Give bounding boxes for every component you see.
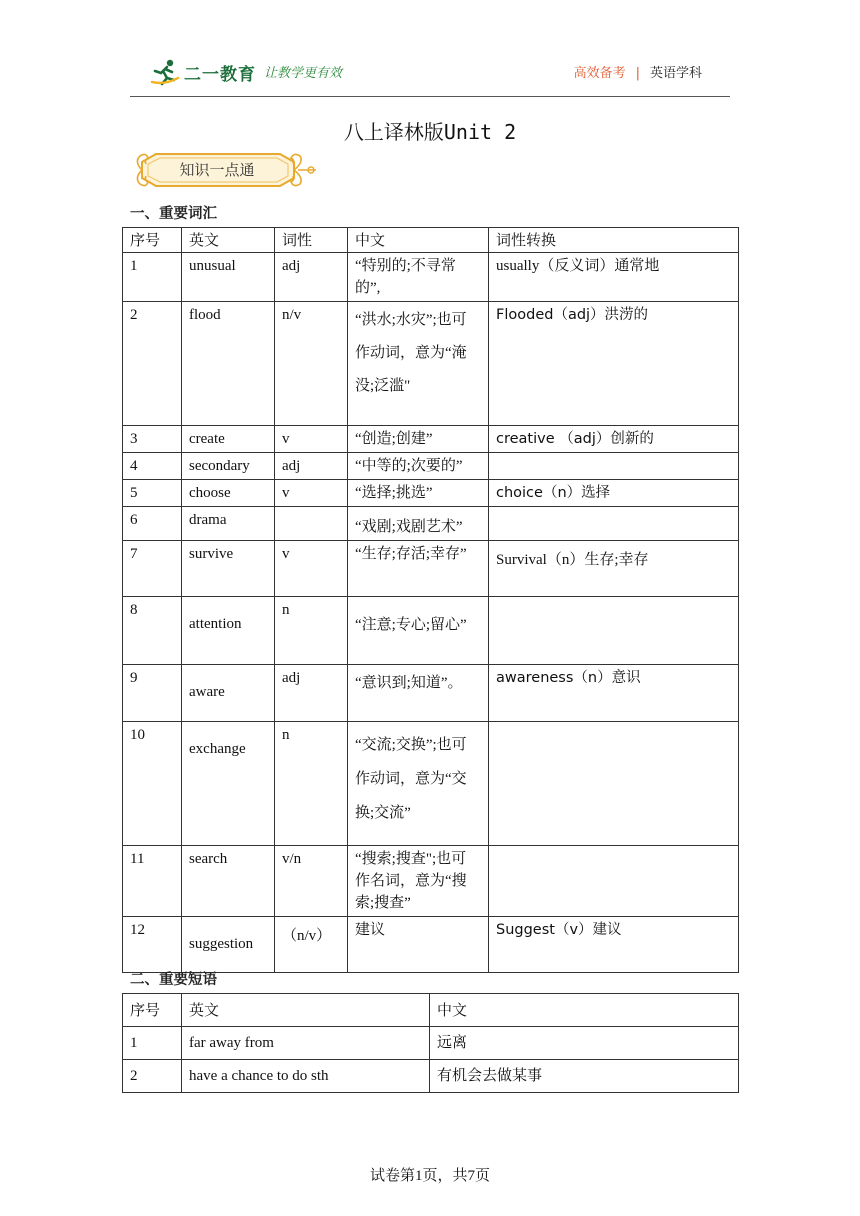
cell-number: 1 <box>123 1027 182 1060</box>
col-header-english: 英文 <box>182 228 275 253</box>
table-row <box>123 453 739 480</box>
cell-pos: v <box>275 541 348 597</box>
cell-pos: adj <box>275 253 348 302</box>
cell-conversion: awareness（n）意识 <box>489 665 739 722</box>
cell-number: 8 <box>123 597 182 665</box>
cell-pos: adj <box>275 665 348 722</box>
page-header <box>130 52 730 97</box>
cell-chinese: 建议 <box>348 917 489 973</box>
banner-label: 知识一点通 <box>179 161 255 179</box>
document-title: 八上译林版Unit 2 <box>343 120 517 144</box>
cell-pos: n <box>275 597 348 665</box>
cell-english: aware <box>182 665 275 722</box>
col-header-number: 序号 <box>123 228 182 253</box>
vocab-section-heading: 一、重要词汇 <box>130 206 217 222</box>
table-row <box>123 1060 739 1093</box>
cell-chinese: “注意;专心;留心” <box>348 597 489 665</box>
col-header-chinese: 中文 <box>348 228 489 253</box>
table-row <box>123 507 739 541</box>
cell-conversion: Survival（n）生存;幸存 <box>489 541 739 597</box>
cell-pos: v <box>275 426 348 453</box>
cell-chinese: “选择;挑选” <box>348 480 489 507</box>
cell-number: 1 <box>123 253 182 302</box>
header-subject: 英语学科 <box>649 66 702 81</box>
section-banner <box>130 150 322 190</box>
cell-english: flood <box>182 302 275 426</box>
cell-number: 7 <box>123 541 182 597</box>
cell-number: 12 <box>123 917 182 973</box>
table-row <box>123 846 739 917</box>
cell-number: 3 <box>123 426 182 453</box>
cell-chinese: “生存;存活;幸存” <box>348 541 489 597</box>
table-row <box>123 480 739 507</box>
cell-english: create <box>182 426 275 453</box>
header-right <box>574 62 702 81</box>
cell-number: 10 <box>123 722 182 846</box>
cell-pos: adj <box>275 453 348 480</box>
cell-english: unusual <box>182 253 275 302</box>
header-separator: | <box>635 66 640 81</box>
cell-conversion: creative （adj）创新的 <box>489 426 739 453</box>
cell-pos: （n/v） <box>275 917 348 973</box>
cell-number: 6 <box>123 507 182 541</box>
cell-conversion <box>489 507 739 541</box>
table-row <box>123 665 739 722</box>
col-header-english: 英文 <box>182 994 430 1027</box>
cell-chinese: “搜索;搜查";也可作名词，意为“搜索;搜查” <box>348 846 489 917</box>
cell-chinese: 远离 <box>430 1027 739 1060</box>
cell-pos: n <box>275 722 348 846</box>
cell-english: far away from <box>182 1027 430 1060</box>
cell-number: 4 <box>123 453 182 480</box>
cell-chinese: “戏剧;戏剧艺术” <box>348 507 489 541</box>
running-figure-icon <box>150 58 180 86</box>
table-row <box>123 541 739 597</box>
cell-english: survive <box>182 541 275 597</box>
col-header-chinese: 中文 <box>430 994 739 1027</box>
cell-pos: v/n <box>275 846 348 917</box>
cell-conversion: Suggest（v）建议 <box>489 917 739 973</box>
cell-pos <box>275 507 348 541</box>
table-row <box>123 722 739 846</box>
page-footer: 试卷第1页，共7页 <box>369 1168 490 1184</box>
cell-english: secondary <box>182 453 275 480</box>
table-row <box>123 253 739 302</box>
col-header-pos: 词性 <box>275 228 348 253</box>
vocabulary-table <box>122 227 739 973</box>
cell-english: suggestion <box>182 917 275 973</box>
cell-number: 2 <box>123 302 182 426</box>
cell-conversion <box>489 597 739 665</box>
col-header-conversion: 词性转换 <box>489 228 739 253</box>
cell-conversion: Flooded（adj）洪涝的 <box>489 302 739 426</box>
logo-text: 二一教育 <box>184 64 256 85</box>
cell-conversion <box>489 722 739 846</box>
header-tag: 高效备考 <box>573 66 626 81</box>
cell-chinese: “意识到;知道”。 <box>348 665 489 722</box>
phrase-section-heading: 二、重要短语 <box>130 972 217 988</box>
cell-english: drama <box>182 507 275 541</box>
cell-english: choose <box>182 480 275 507</box>
cell-conversion: usually（反义词）通常地 <box>489 253 739 302</box>
col-header-number: 序号 <box>123 994 182 1027</box>
cell-chinese: “创造;创建” <box>348 426 489 453</box>
cell-chinese: “洪水;水灾”;也可作动词，意为“淹没;泛滥" <box>348 302 489 426</box>
cell-conversion <box>489 846 739 917</box>
cell-pos: n/v <box>275 302 348 426</box>
cell-conversion: choice（n）选择 <box>489 480 739 507</box>
cell-number: 9 <box>123 665 182 722</box>
table-row <box>123 302 739 426</box>
table-row <box>123 917 739 973</box>
cell-english: search <box>182 846 275 917</box>
table-row <box>123 426 739 453</box>
table-row <box>123 1027 739 1060</box>
cell-number: 2 <box>123 1060 182 1093</box>
slogan: 让教学更有效 <box>264 66 343 81</box>
table-header-row <box>123 228 739 253</box>
cell-chinese: “特别的;不寻常的”, <box>348 253 489 302</box>
cell-english: exchange <box>182 722 275 846</box>
table-header-row <box>123 994 739 1027</box>
cell-english: attention <box>182 597 275 665</box>
cell-english: have a chance to do sth <box>182 1060 430 1093</box>
cell-conversion <box>489 453 739 480</box>
table-row <box>123 597 739 665</box>
cell-number: 11 <box>123 846 182 917</box>
cell-pos: v <box>275 480 348 507</box>
cell-chinese: 有机会去做某事 <box>430 1060 739 1093</box>
phrase-table <box>122 993 739 1093</box>
logo <box>150 58 256 86</box>
cell-chinese: “中等的;次要的” <box>348 453 489 480</box>
cell-chinese: “交流;交换”;也可作动词，意为“交换;交流” <box>348 722 489 846</box>
cell-number: 5 <box>123 480 182 507</box>
